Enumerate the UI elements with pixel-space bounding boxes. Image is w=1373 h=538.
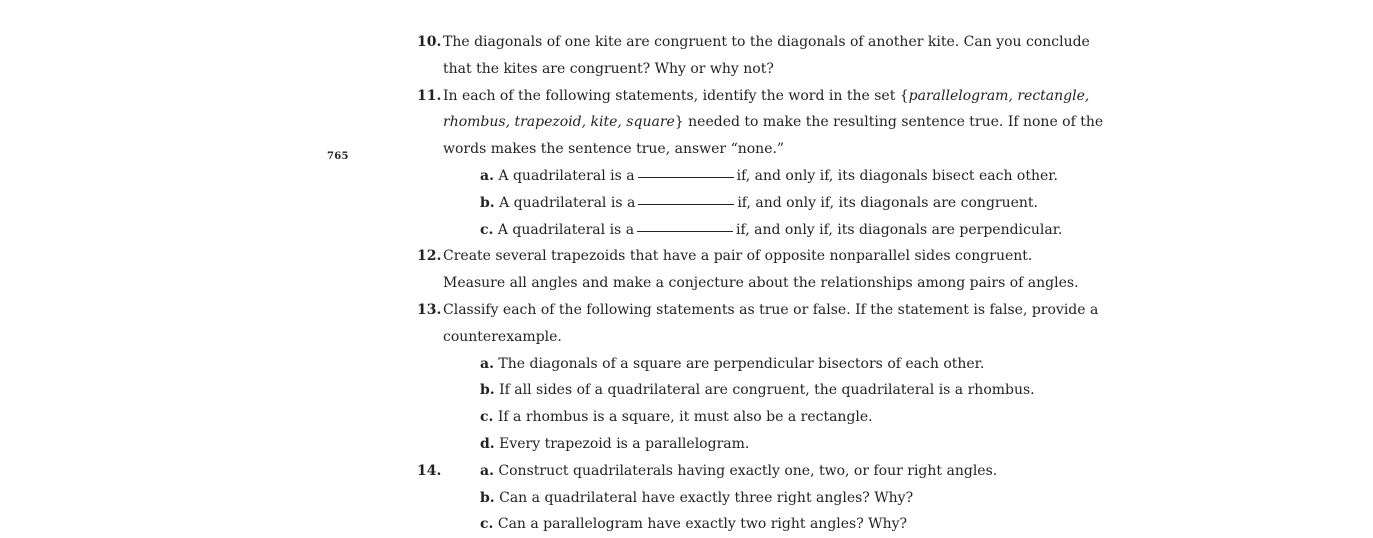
sub-text: Can a parallelogram have exactly two right angles? Why? bbox=[497, 516, 908, 533]
sub-question bbox=[480, 217, 1062, 244]
problem-number: 11. bbox=[417, 87, 442, 104]
page-number: 765 bbox=[327, 151, 349, 162]
problem-text-segment: } needed to make the resulting sentence true. If none of the bbox=[674, 114, 1104, 131]
sub-question bbox=[480, 190, 1038, 217]
problem-11-part-a bbox=[417, 163, 1077, 190]
problem-14-part-a bbox=[417, 458, 1077, 485]
sub-text: Every trapezoid is a parallelogram. bbox=[499, 435, 750, 452]
problem-text: Classify each of the following statements as true or false. If the statement is false, provide a bbox=[443, 301, 1099, 318]
problem-text: Create several trapezoids that have a pair of opposite nonparallel sides congruent. bbox=[443, 248, 1033, 265]
answer-blank bbox=[638, 176, 734, 178]
problem-10-line-1 bbox=[417, 29, 1090, 56]
sub-text: A quadrilateral is a bbox=[497, 221, 635, 238]
sub-text: if, and only if, its diagonals are perpendicular. bbox=[736, 221, 1063, 238]
problem-13-line-2 bbox=[417, 324, 1077, 351]
sub-question bbox=[480, 351, 984, 378]
problem-11-line-3 bbox=[417, 136, 1077, 163]
problem-number: 10. bbox=[417, 34, 442, 50]
problem-14-part-b bbox=[417, 485, 1077, 512]
problem-12-line-2 bbox=[417, 270, 1077, 297]
problem-14-part-c bbox=[417, 511, 1077, 538]
sub-text: If a rhombus is a square, it must also be a rectangle. bbox=[497, 409, 873, 426]
sub-question bbox=[480, 404, 873, 431]
sub-question bbox=[480, 163, 1058, 190]
problem-text: that the kites are congruent? Why or why not? bbox=[443, 60, 774, 77]
problem-number: 13. bbox=[417, 301, 442, 318]
sub-letter: b. bbox=[480, 382, 495, 399]
problem-13-part-c bbox=[417, 404, 1077, 431]
sub-question bbox=[480, 377, 1035, 404]
problem-11-part-b bbox=[417, 190, 1077, 217]
answer-blank bbox=[637, 230, 733, 232]
sub-letter: c. bbox=[480, 409, 494, 426]
sub-letter: d. bbox=[480, 435, 495, 452]
sub-letter: c. bbox=[480, 516, 494, 533]
sub-letter: a. bbox=[480, 355, 494, 372]
sub-text: Construct quadrilaterals having exactly one, two, or four right angles. bbox=[498, 462, 998, 479]
word-set-italic: rhombus, trapezoid, kite, square bbox=[443, 114, 675, 131]
problem-11-line-1 bbox=[417, 83, 1090, 110]
sub-text: If all sides of a quadrilateral are congruent, the quadrilateral is a rhombus. bbox=[499, 382, 1035, 399]
sub-letter: b. bbox=[480, 489, 495, 506]
problem-number: 12. bbox=[417, 248, 442, 265]
problem-13-part-b bbox=[417, 377, 1077, 404]
problem-12-line-1 bbox=[417, 243, 1077, 270]
sub-text: A quadrilateral is a bbox=[498, 167, 635, 184]
sub-question bbox=[480, 458, 997, 485]
word-set-italic: parallelogram, rectangle, bbox=[908, 87, 1090, 104]
sub-question bbox=[480, 485, 913, 512]
sub-text: The diagonals of a square are perpendicular bisectors of each other. bbox=[498, 355, 985, 372]
problem-text: Measure all angles and make a conjecture about the relationships among pairs of angles. bbox=[443, 275, 1079, 292]
sub-text: A quadrilateral is a bbox=[499, 194, 636, 211]
problem-13-part-d bbox=[417, 431, 1077, 458]
sub-letter: a. bbox=[480, 167, 494, 184]
problem-11-line-2 bbox=[417, 109, 1104, 136]
sub-question bbox=[480, 511, 907, 538]
problem-11-part-c bbox=[417, 217, 1077, 244]
exercise-list bbox=[417, 29, 1104, 538]
problem-text: counterexample. bbox=[443, 328, 562, 345]
sub-text: if, and only if, its diagonals bisect each other. bbox=[736, 167, 1058, 184]
sub-letter: c. bbox=[480, 221, 494, 238]
problem-text: words makes the sentence true, answer “none.” bbox=[443, 141, 785, 158]
answer-blank bbox=[638, 203, 734, 205]
problem-text bbox=[443, 83, 1089, 110]
problem-13-part-a bbox=[417, 351, 1077, 378]
sub-text: if, and only if, its diagonals are congruent. bbox=[737, 194, 1038, 211]
sub-text: Can a quadrilateral have exactly three right angles? Why? bbox=[499, 489, 914, 506]
problem-number: 14. bbox=[417, 462, 442, 479]
sub-letter: a. bbox=[480, 462, 494, 479]
sub-letter: b. bbox=[480, 194, 495, 211]
problem-text-segment: In each of the following statements, identify the word in the set { bbox=[443, 87, 909, 104]
problem-text bbox=[443, 109, 1103, 136]
problem-13-line-1 bbox=[417, 297, 1099, 324]
problem-10-line-2 bbox=[417, 56, 1077, 83]
sub-question bbox=[480, 431, 749, 458]
problem-text: The diagonals of one kite are congruent to the diagonals of another kite. Can you conclude bbox=[443, 34, 1090, 50]
